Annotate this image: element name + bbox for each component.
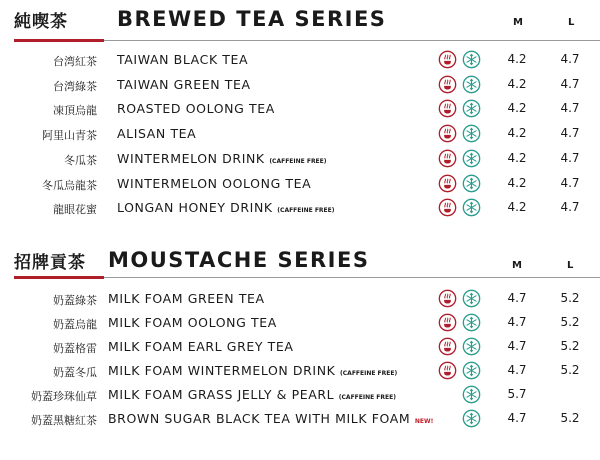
price-medium: 4.7 (507, 363, 527, 377)
item-chinese-name: 台湾綠茶 (53, 79, 97, 93)
moustache-col-l: L (567, 260, 574, 271)
item-english-name (117, 151, 327, 166)
item-english-label: TAIWAN GREEN TEA (117, 76, 251, 92)
price-large: 5.2 (560, 291, 580, 305)
item-english-label: MILK FOAM WINTERMELON DRINK (108, 363, 336, 378)
snowflake-icon (462, 50, 481, 69)
menu-item-row (0, 147, 600, 171)
item-english-name (108, 411, 433, 426)
brewed-red-rule (14, 39, 104, 42)
brewed-gray-rule (104, 40, 600, 41)
hot-drink-icon (438, 289, 457, 308)
menu-item-row (0, 287, 600, 311)
item-english-label: MILK FOAM OOLONG TEA (108, 315, 277, 330)
price-medium: 4.2 (507, 150, 527, 165)
caffeine-free-note: (CAFFEINE FREE) (340, 370, 398, 377)
price-medium: 4.7 (507, 339, 527, 353)
moustache-cn-title: 招牌貢茶 (14, 253, 86, 273)
snowflake-icon (462, 75, 481, 94)
menu-item-row (0, 48, 600, 72)
item-english-name (108, 387, 396, 402)
item-chinese-name: 龍眼花蜜 (53, 203, 97, 217)
moustache-en-title: MOUSTACHE SERIES (108, 248, 370, 272)
item-chinese-name: 奶蓋烏龍 (53, 318, 97, 331)
item-chinese-name: 奶蓋冬瓜 (53, 366, 97, 379)
price-medium: 4.7 (507, 291, 527, 305)
snowflake-icon (462, 149, 481, 168)
price-large: 4.7 (560, 52, 580, 66)
menu-item-row (0, 383, 600, 407)
brewed-cn-title: 純喫茶 (14, 12, 68, 32)
hot-drink-icon (438, 99, 457, 118)
price-medium: 4.2 (507, 175, 527, 190)
item-english-label: LONGAN HONEY DRINK (117, 200, 273, 216)
hot-drink-icon (438, 337, 457, 356)
item-english-name (117, 126, 196, 141)
item-english-label: MILK FOAM GRASS JELLY & PEARL (108, 387, 335, 402)
item-english-name (117, 77, 251, 92)
price-large: 5.2 (560, 339, 580, 353)
price-medium: 4.2 (507, 52, 527, 66)
price-large: 5.2 (560, 411, 580, 425)
price-medium: 4.2 (507, 101, 527, 116)
item-chinese-name: 奶蓋黑糖紅茶 (31, 414, 97, 427)
price-large: 5.2 (560, 363, 580, 377)
item-chinese-name: 凍頂烏龍 (53, 104, 97, 118)
snowflake-icon (462, 174, 481, 193)
item-english-label: MILK FOAM EARL GREY TEA (108, 339, 294, 354)
menu-item-row (0, 122, 600, 146)
item-chinese-name: 冬瓜烏龍茶 (42, 178, 97, 192)
item-english-name (108, 339, 294, 354)
brewed-col-l: L (568, 17, 575, 28)
snowflake-icon (462, 99, 481, 118)
hot-drink-icon (438, 361, 457, 380)
hot-drink-icon (438, 124, 457, 143)
moustache-section-header (0, 240, 600, 274)
item-english-name (108, 291, 265, 306)
price-medium: 4.2 (507, 200, 527, 215)
hot-drink-icon (438, 174, 457, 193)
moustache-gray-rule (104, 277, 600, 278)
item-english-label: ROASTED OOLONG TEA (117, 101, 275, 117)
item-chinese-name: 冬瓜茶 (64, 153, 97, 167)
item-english-label: WINTERMELON OOLONG TEA (117, 175, 312, 191)
snowflake-icon (462, 361, 481, 380)
snowflake-icon (462, 409, 481, 428)
caffeine-free-note: (CAFFEINE FREE) (277, 207, 335, 215)
snowflake-icon (462, 198, 481, 217)
hot-drink-icon (438, 149, 457, 168)
snowflake-icon (462, 124, 481, 143)
item-english-label: TAIWAN BLACK TEA (117, 52, 249, 67)
item-chinese-name: 阿里山青茶 (42, 129, 97, 143)
item-chinese-name: 奶蓋綠茶 (53, 294, 97, 307)
menu-item-row (0, 335, 600, 359)
item-chinese-name: 奶蓋珍珠仙草 (31, 390, 97, 403)
item-english-label: BROWN SUGAR BLACK TEA WITH MILK FOAM (108, 411, 411, 426)
hot-drink-icon (438, 198, 457, 217)
item-chinese-name: 台湾紅茶 (53, 55, 97, 68)
hot-drink-icon (438, 313, 457, 332)
menu-item-row (0, 97, 600, 121)
price-large: 5.2 (560, 315, 580, 329)
price-large: 4.7 (560, 126, 580, 141)
snowflake-icon (462, 385, 481, 404)
item-english-name (108, 315, 277, 330)
price-medium: 4.7 (507, 315, 527, 329)
item-english-name (117, 52, 248, 67)
item-english-name (117, 101, 275, 116)
price-large: 4.7 (560, 76, 580, 91)
item-chinese-name: 奶蓋格雷 (53, 342, 97, 355)
menu-item-row (0, 73, 600, 97)
menu-item-row (0, 359, 600, 383)
hot-drink-icon (438, 50, 457, 69)
menu-item-row (0, 311, 600, 335)
price-large: 4.7 (560, 101, 580, 116)
hot-drink-icon (438, 75, 457, 94)
menu-item-row (0, 407, 600, 431)
new-badge: NEW! (414, 418, 434, 425)
snowflake-icon (462, 337, 481, 356)
price-medium: 4.2 (507, 126, 527, 141)
price-large: 4.7 (560, 200, 580, 215)
menu-item-row (0, 196, 600, 220)
moustache-red-rule (14, 276, 104, 279)
moustache-section (0, 240, 600, 460)
item-english-label: MILK FOAM GREEN TEA (108, 291, 265, 306)
caffeine-free-note: (CAFFEINE FREE) (269, 157, 327, 165)
price-medium: 5.7 (507, 387, 527, 401)
item-english-name (117, 200, 334, 215)
price-medium: 4.7 (507, 411, 527, 425)
menu-item-row (0, 172, 600, 196)
price-large: 4.7 (560, 175, 580, 190)
brewed-col-m: M (513, 17, 523, 28)
price-medium: 4.2 (507, 76, 527, 91)
moustache-col-m: M (512, 260, 522, 271)
brewed-section-header (0, 0, 600, 34)
snowflake-icon (462, 313, 481, 332)
item-english-label: WINTERMELON DRINK (117, 150, 265, 166)
price-large: 4.7 (560, 150, 580, 165)
brewed-en-title: BREWED TEA SERIES (117, 7, 387, 31)
snowflake-icon (462, 289, 481, 308)
caffeine-free-note: (CAFFEINE FREE) (338, 394, 396, 401)
item-english-name (117, 176, 311, 191)
item-english-name (108, 363, 397, 378)
item-english-label: ALISAN TEA (117, 126, 197, 142)
